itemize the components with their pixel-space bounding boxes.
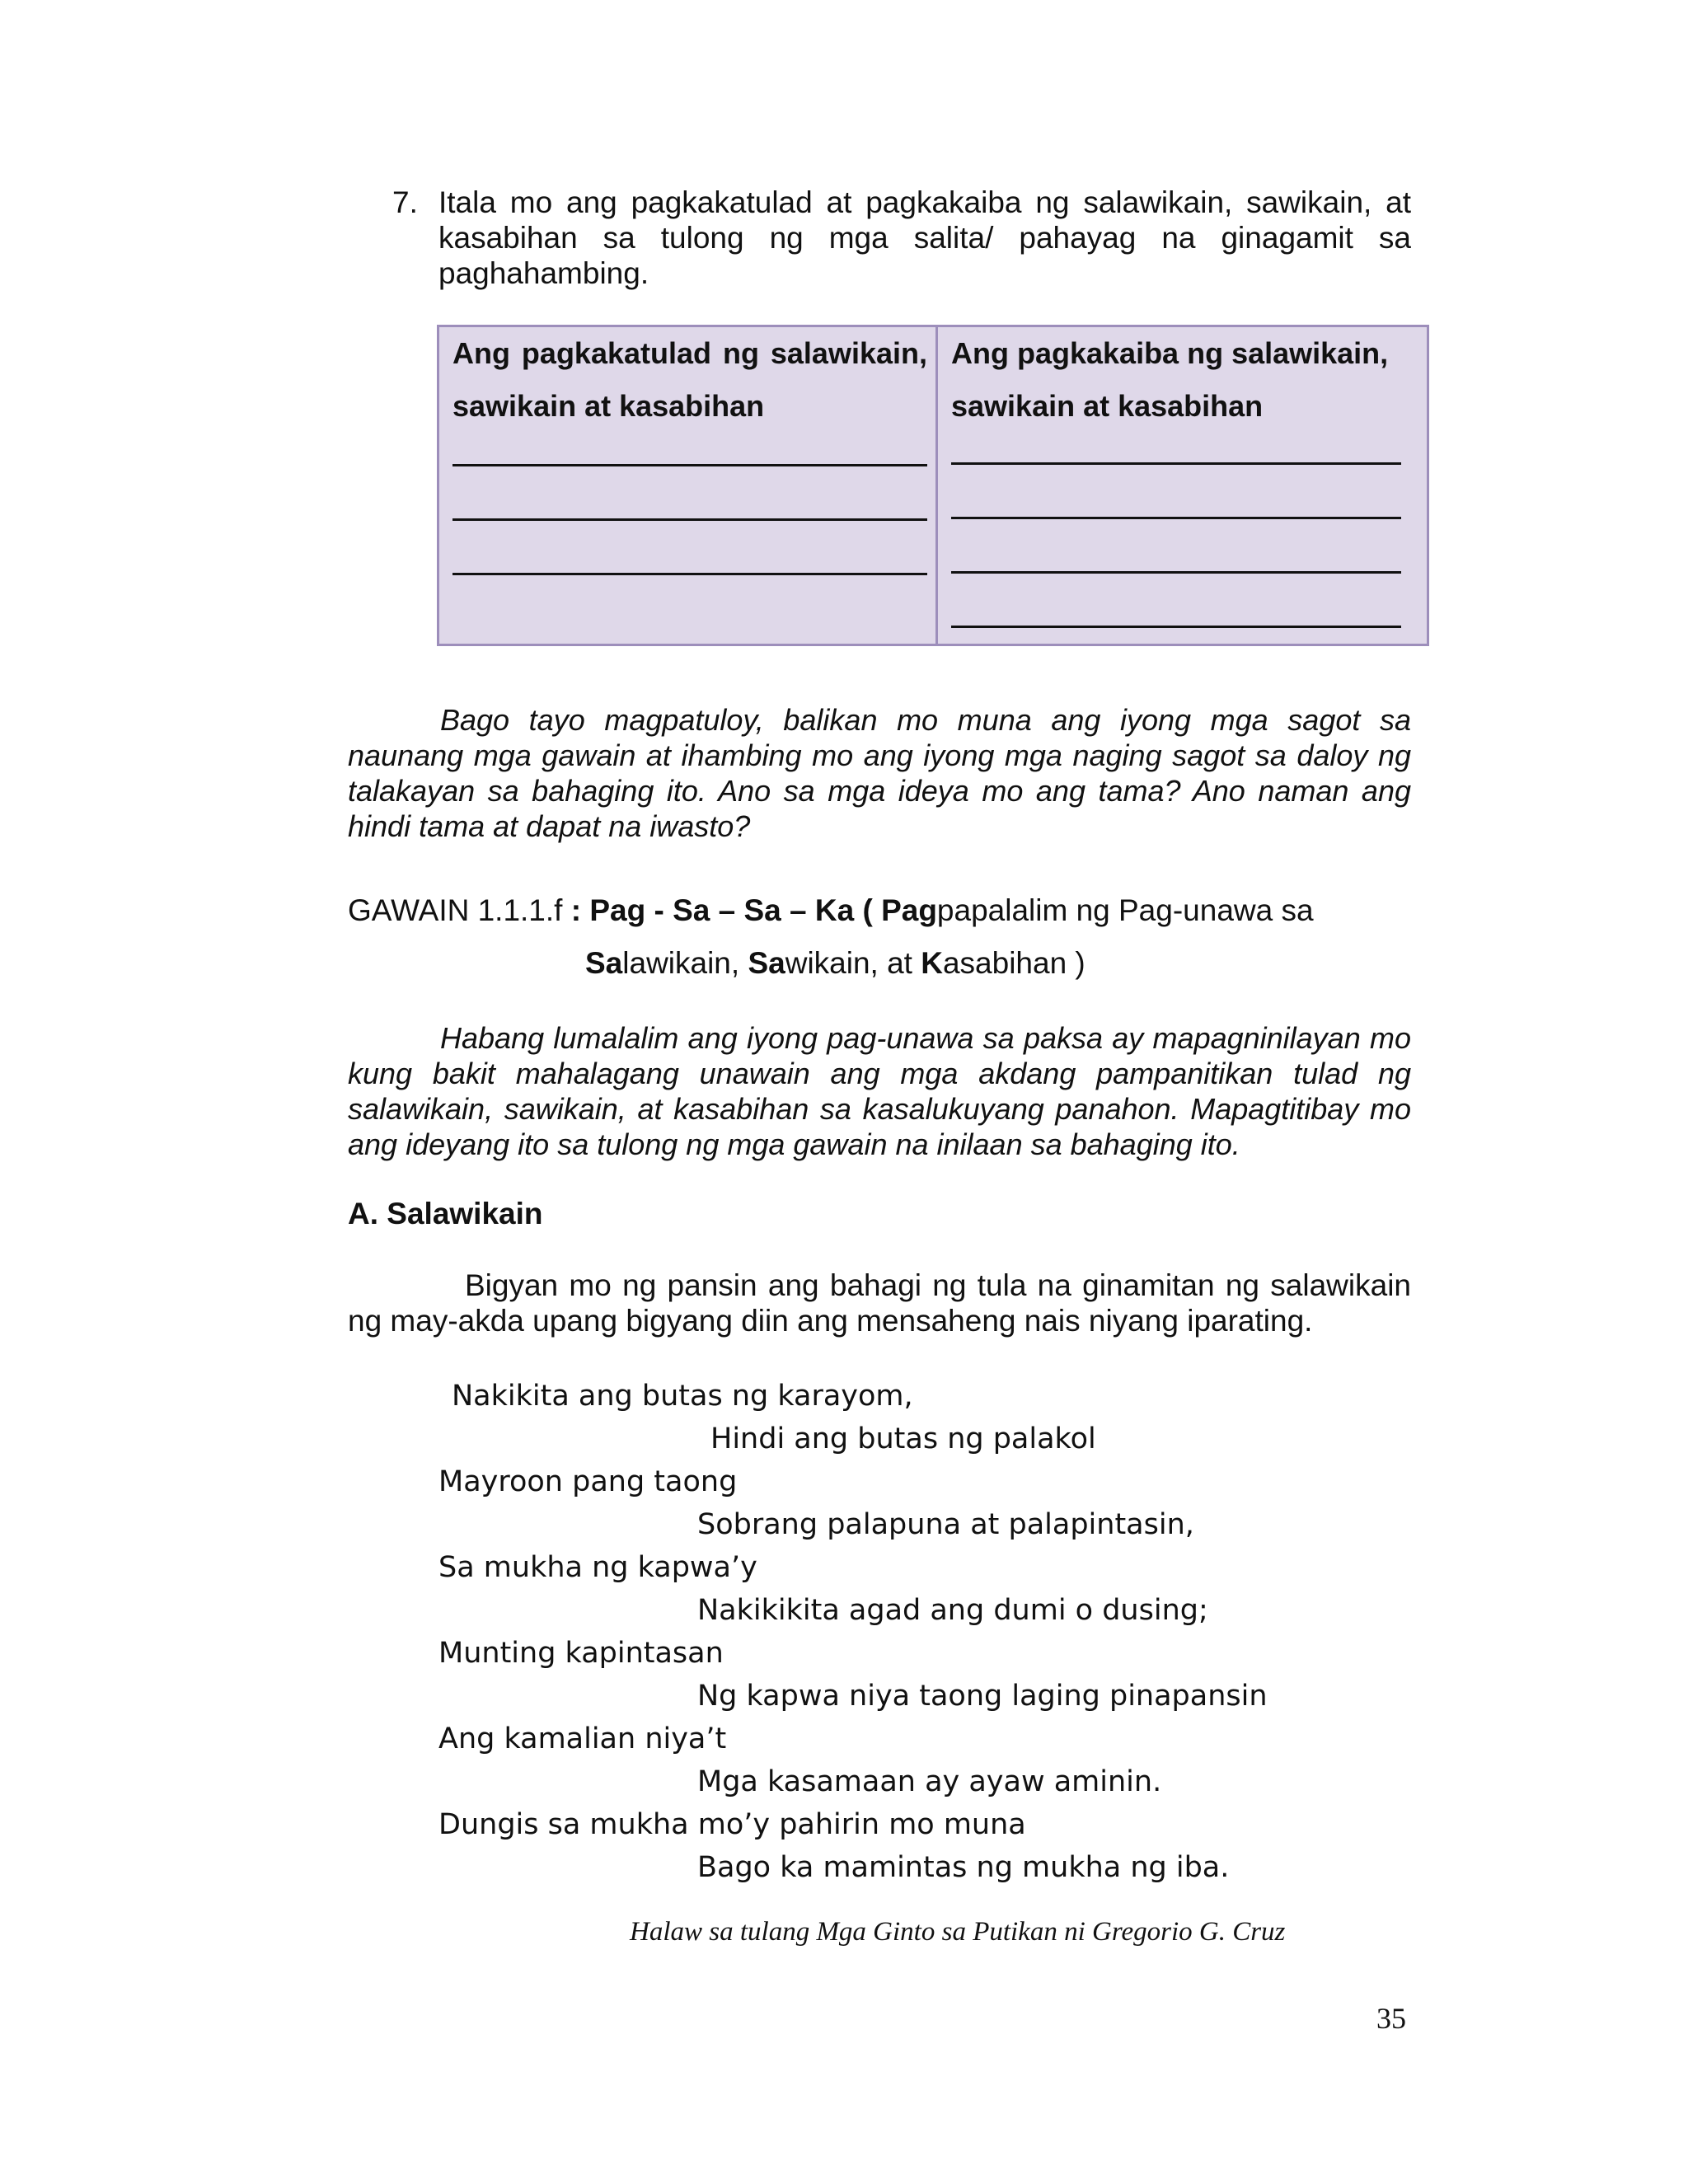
item-number: 7. <box>392 185 418 219</box>
poem-line: Ng kapwa niya taong laging pinapansin <box>697 1680 1268 1713</box>
answer-line[interactable] <box>951 462 1401 465</box>
similarity-column <box>439 327 938 644</box>
review-paragraph: Bago tayo magpatuloy, balikan mo muna ang iyong mga sagot sa naunang mga gawain at ihambing mo ang iyong mga naging sagot sa daloy ng talakayan sa bahaging ito. Ano sa mga ideya mo ang tama? Ano naman ang hindi tama at dapat na iwasto? <box>348 703 1411 843</box>
comparison-table <box>437 325 1429 646</box>
answer-line[interactable] <box>951 571 1401 574</box>
poem-line: Mayroon pang taong <box>438 1465 738 1498</box>
answer-line[interactable] <box>452 573 927 575</box>
poem-line: Munting kapintasan <box>438 1637 724 1670</box>
difference-column <box>938 327 1427 644</box>
similarity-header: Ang pagkakatulad ng salawikain, sawikain at kasabihan <box>452 336 927 423</box>
intro-paragraph: Habang lumalalim ang iyong pag-unawa sa paksa ay mapagninilayan mo kung bakit mahalagang unawain ang mga akdang pampanitikan tulad ng salawikain, sawikain, at kasabihan sa kasalukuyang panahon. Mapagtitibay mo ang ideyang ito sa tulong ng mga gawain na inilaan sa bahaging ito. <box>348 1021 1411 1161</box>
poem-line: Bago ka mamintas ng mukha ng iba. <box>697 1851 1230 1884</box>
poem-credit: Halaw sa tulang Mga Ginto sa Putikan ni Gregorio G. Cruz <box>630 1917 1286 1947</box>
answer-line[interactable] <box>452 518 927 521</box>
difference-header: Ang pagkakaiba ng salawikain, sawikain at kasabihan <box>951 336 1389 423</box>
poem-line: Mga kasamaan ay ayaw aminin. <box>697 1765 1162 1798</box>
activity-heading-cont: Salawikain, Sawikain, at Kasabihan ) <box>585 946 1085 980</box>
instruction-paragraph: Bigyan mo ng pansin ang bahagi ng tula na ginamitan ng salawikain ng may-akda upang bigyang diin ang mensaheng nais niyang iparating. <box>348 1268 1411 1338</box>
page-number: 35 <box>1376 2002 1406 2035</box>
answer-line[interactable] <box>951 626 1401 628</box>
poem-line: Nakikita ang butas ng karayom, <box>452 1380 913 1413</box>
poem-line: Ang kamalian niya’t <box>438 1722 727 1755</box>
answer-line[interactable] <box>951 517 1401 519</box>
poem-line: Hindi ang butas ng palakol <box>710 1422 1096 1455</box>
answer-line[interactable] <box>452 464 927 466</box>
poem-line: Sa mukha ng kapwa’y <box>438 1551 757 1584</box>
poem-line: Nakikikita agad ang dumi o dusing; <box>697 1594 1208 1627</box>
poem-line: Sobrang palapuna at palapintasin, <box>697 1508 1194 1541</box>
activity-heading: GAWAIN 1.1.1.f : Pag - Sa – Sa – Ka ( Pagpapalalim ng Pag-unawa sa <box>348 893 1314 927</box>
section-heading: A. Salawikain <box>348 1197 543 1230</box>
item-text: Itala mo ang pagkakatulad at pagkakaiba ng salawikain, sawikain, at kasabihan sa tulong ng mga salita/ pahayag na ginagamit sa paghahambing. <box>438 185 1411 290</box>
poem-line: Dungis sa mukha mo’y pahirin mo muna <box>438 1808 1026 1841</box>
